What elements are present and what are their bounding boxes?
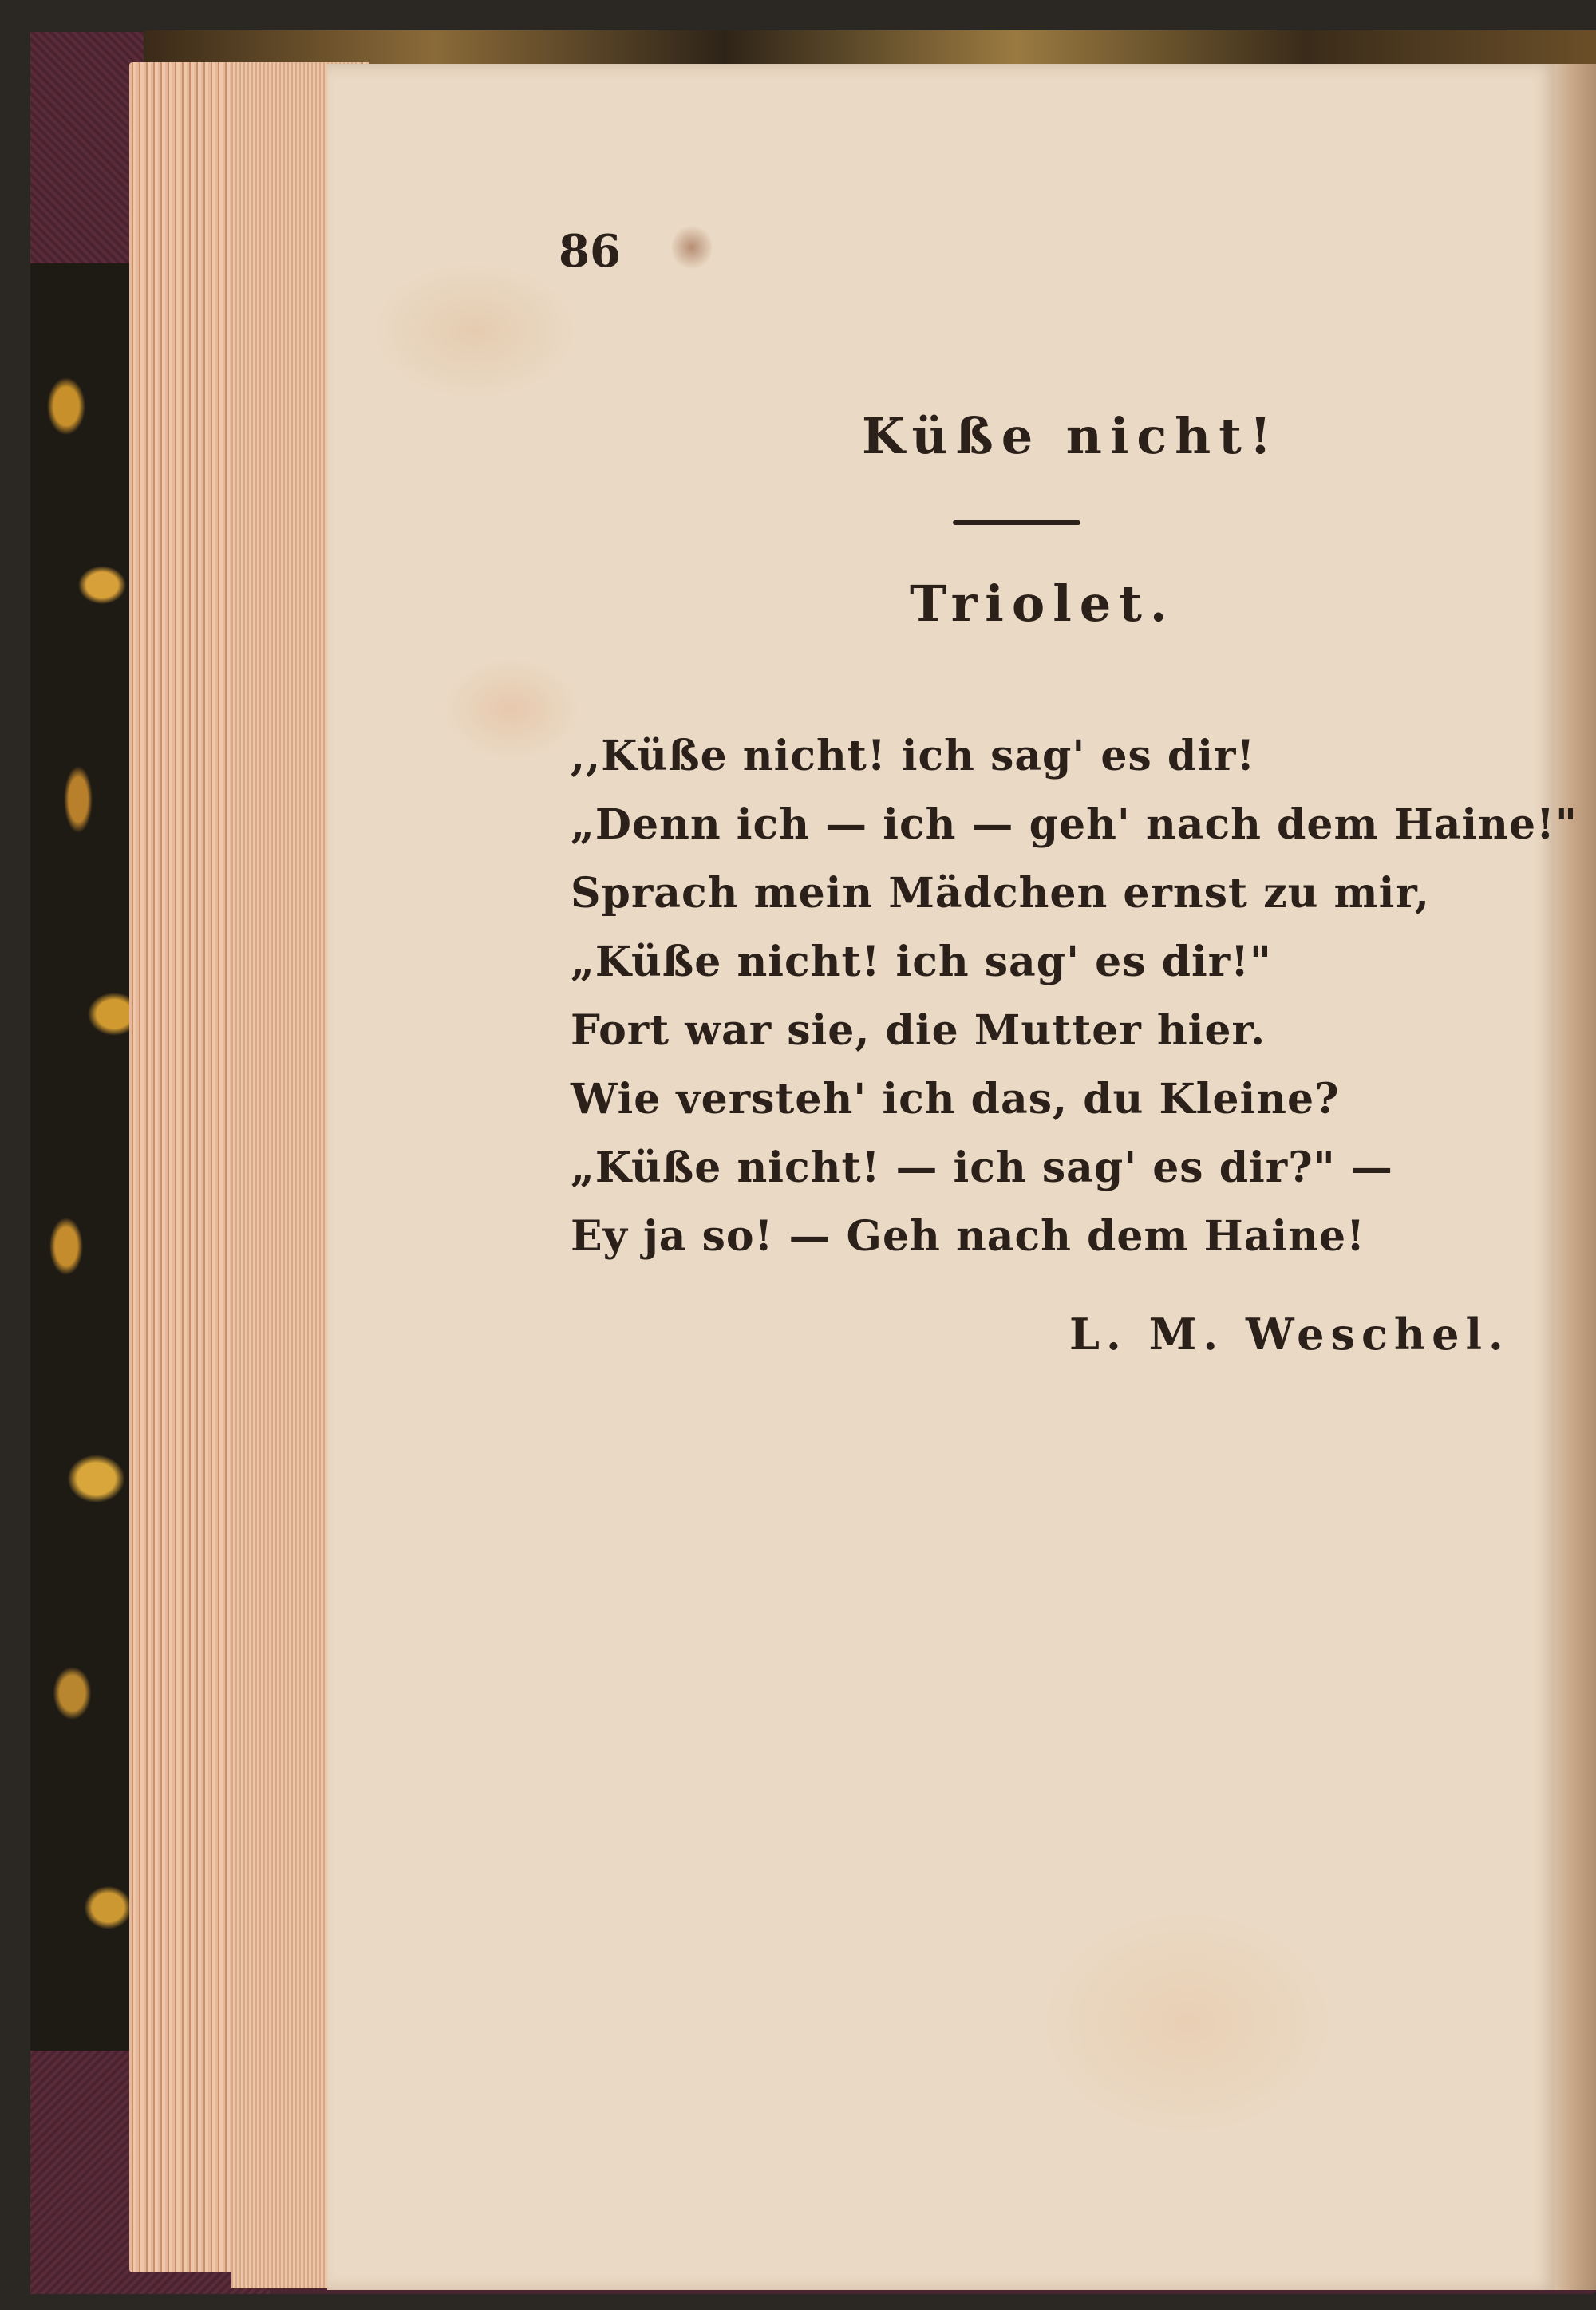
verse-line: ,,Küße nicht! ich sag' es dir! — [571, 732, 1256, 780]
title-rule — [953, 520, 1080, 525]
cover-top-edge — [144, 30, 1596, 64]
verse-line: Sprach mein Mädchen ernst zu mir, — [571, 869, 1431, 918]
verse-line: „Küße nicht! ich sag' es dir!" — [571, 938, 1273, 986]
poem-subtitle: Triolet. — [910, 575, 1175, 633]
verse-line: Wie versteh' ich das, du Kleine? — [571, 1075, 1340, 1123]
poem-author: L. M. Weschel. — [1069, 1309, 1510, 1360]
poem-verses — [571, 722, 1578, 1271]
poem-title: Küße nicht! — [862, 407, 1280, 465]
verse-line: Ey ja so! — Geh nach dem Haine! — [571, 1212, 1365, 1261]
page-number: 86 — [559, 225, 621, 278]
verse-line: Fort war sie, die Mutter hier. — [571, 1006, 1266, 1055]
paper-stain — [672, 223, 712, 271]
verse-line: „Küße nicht! — ich sag' es dir?" — — [571, 1143, 1393, 1192]
verse-line: „Denn ich — ich — geh' nach dem Haine!" — [571, 800, 1578, 849]
